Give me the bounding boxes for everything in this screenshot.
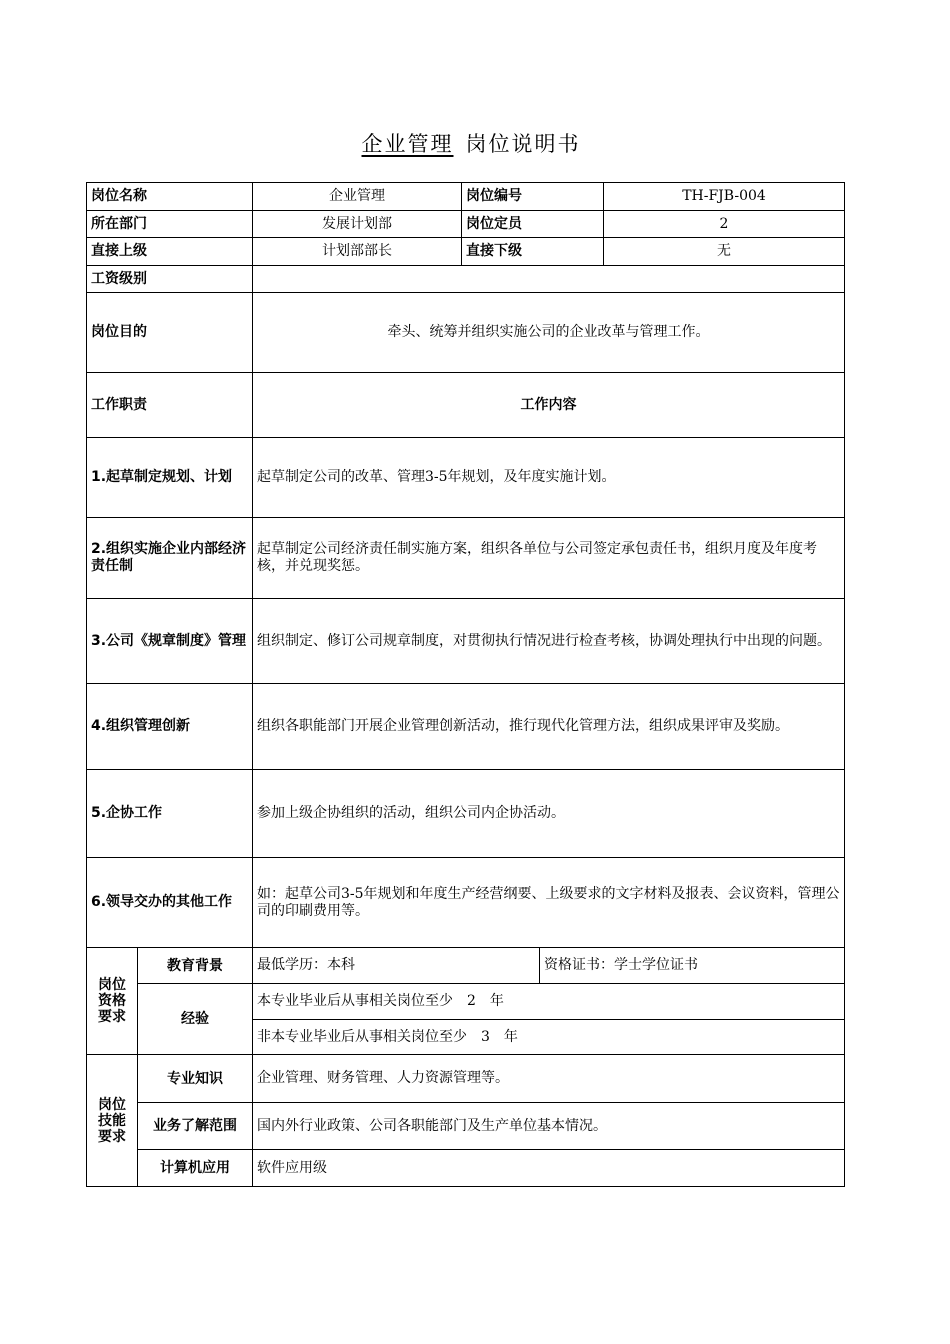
duty-row: [87, 518, 845, 599]
purpose-label: 岗位目的: [87, 293, 253, 373]
purpose-text: 牵头、统筹并组织实施公司的企业改革与管理工作。: [253, 293, 845, 373]
duty-content: 参加上级企协组织的活动，组织公司内企协活动。: [253, 770, 845, 858]
row-superior: [87, 238, 845, 266]
row-computer: [87, 1150, 845, 1187]
row-department: [87, 211, 845, 238]
row-education: [87, 948, 845, 984]
computer-value: 软件应用级: [253, 1150, 845, 1187]
row-salary: [87, 266, 845, 293]
duties-label: 工作职责: [87, 373, 253, 438]
duty-content: 如：起草公司3-5年规划和年度生产经营纲要、上级要求的文字材料及报表、会议资料，管理公司的印刷费用等。: [253, 858, 845, 948]
position-code-label: 岗位编号: [462, 183, 604, 211]
education-value: 最低学历：本科: [253, 948, 540, 984]
duty-title: 6.领导交办的其他工作: [87, 858, 253, 948]
duty-title: 3.公司《规章制度》管理: [87, 599, 253, 684]
duty-content: 组织制定、修订公司规章制度，对贯彻执行情况进行检查考核，协调处理执行中出现的问题。: [253, 599, 845, 684]
department-value: 发展计划部: [253, 211, 462, 238]
duty-row: [87, 599, 845, 684]
position-name-label: 岗位名称: [87, 183, 253, 211]
skills-group-label: [87, 1055, 138, 1187]
row-business: [87, 1103, 845, 1150]
duty-row: [87, 438, 845, 518]
computer-label: 计算机应用: [138, 1150, 253, 1187]
position-name-value: 企业管理: [253, 183, 462, 211]
skills-group-text: 岗位技能要求: [98, 1096, 126, 1145]
duty-row: [87, 684, 845, 770]
department-label: 所在部门: [87, 211, 253, 238]
title-position-name: 企业管理: [361, 132, 454, 156]
subordinate-label: 直接下级: [462, 238, 604, 266]
education-label: 教育背景: [138, 948, 253, 984]
knowledge-label: 专业知识: [138, 1055, 253, 1103]
certificate-value: 资格证书：学士学位证书: [540, 948, 845, 984]
experience-non-major: 非本专业毕业后从事相关岗位至少 3 年: [253, 1020, 845, 1055]
duty-title: 5.企协工作: [87, 770, 253, 858]
experience-label: 经验: [138, 984, 253, 1055]
superior-label: 直接上级: [87, 238, 253, 266]
qualification-group-text: 岗位资格要求: [98, 977, 126, 1025]
subordinate-value: 无: [604, 238, 845, 266]
row-position-name: [87, 183, 845, 211]
duty-title: 4.组织管理创新: [87, 684, 253, 770]
duty-title: 2.组织实施企业内部经济责任制: [87, 518, 253, 599]
qualification-group-label: [87, 948, 138, 1055]
duty-row: [87, 770, 845, 858]
salary-level-label: 工资级别: [87, 266, 253, 293]
headcount-label: 岗位定员: [462, 211, 604, 238]
job-description-table: [86, 182, 845, 1187]
business-scope-label: 业务了解范围: [138, 1103, 253, 1150]
duty-content: 起草制定公司的改革、管理3-5年规划，及年度实施计划。: [253, 438, 845, 518]
position-code-value: TH-FJB-004: [604, 183, 845, 211]
row-experience-1: [87, 984, 845, 1020]
title-doc-type: 岗位说明书: [465, 132, 581, 156]
duties-content-header: 工作内容: [253, 373, 845, 438]
duty-content: 组织各职能部门开展企业管理创新活动，推行现代化管理方法，组织成果评审及奖励。: [253, 684, 845, 770]
knowledge-value: 企业管理、财务管理、人力资源管理等。: [253, 1055, 845, 1103]
experience-major: 本专业毕业后从事相关岗位至少 2 年: [253, 984, 845, 1020]
duty-content: 起草制定公司经济责任制实施方案，组织各单位与公司签定承包责任书，组织月度及年度考核，并兑现奖惩。: [253, 518, 845, 599]
duty-title: 1.起草制定规划、计划: [87, 438, 253, 518]
duty-row: [87, 858, 845, 948]
salary-level-value: [253, 266, 845, 293]
superior-value: 计划部部长: [253, 238, 462, 266]
row-duties-header: [87, 373, 845, 438]
headcount-value: 2: [604, 211, 845, 238]
page-title: [0, 128, 930, 158]
business-scope-value: 国内外行业政策、公司各职能部门及生产单位基本情况。: [253, 1103, 845, 1150]
row-knowledge: [87, 1055, 845, 1103]
row-purpose: [87, 293, 845, 373]
